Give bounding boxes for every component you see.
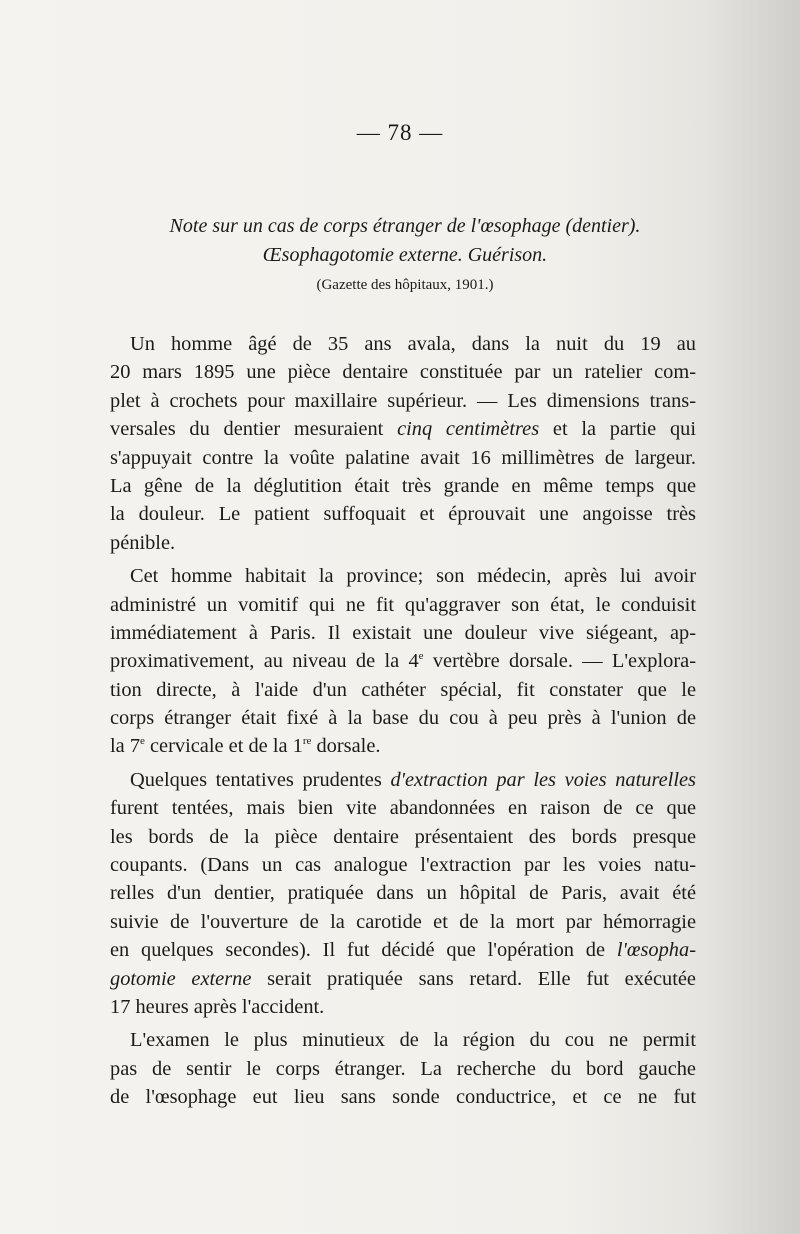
italic-emphasis: gotomie externe	[110, 967, 252, 990]
text-line: immédiatement à Paris. Il existait une douleur vive siégeant, ap-	[110, 621, 696, 644]
text-line: proximativement, au niveau de la 4e vertèbre dorsale. — L'explora-	[110, 650, 696, 673]
text-line: plet à crochets pour maxillaire supérieur. — Les dimensions trans-	[110, 389, 696, 412]
paragraph	[110, 330, 696, 557]
text-line: versales du dentier mesuraient cinq centimètres et la partie qui	[110, 418, 696, 441]
text-line: relles d'un dentier, pratiquée dans un hôpital de Paris, avait été	[110, 882, 696, 905]
text-line: s'appuyait contre la voûte palatine avait 16 millimètres de largeur.	[110, 446, 696, 469]
article-title-line-1: Note sur un cas de corps étranger de l'œsophage (dentier).	[169, 215, 641, 237]
italic-emphasis: cinq centimètres	[397, 418, 540, 441]
text-line: suivie de l'ouverture de la carotide et de la mort par hémorragie	[110, 910, 696, 933]
italic-emphasis: l'œsopha-	[616, 939, 696, 962]
text-line: L'examen le plus minutieux de la région du cou ne permit	[130, 1029, 696, 1052]
text-line: coupants. (Dans un cas analogue l'extraction par les voies natu-	[110, 854, 696, 877]
text-line: la 7e cervicale et de la 1re dorsale.	[110, 735, 381, 758]
paragraph	[110, 1026, 696, 1111]
text-line: furent tentées, mais bien vite abandonnées en raison de ce que	[110, 797, 696, 820]
text-line: la douleur. Le patient suffoquait et éprouvait une angoisse très	[110, 503, 696, 526]
article-title-line-2: Œsophagotomie externe. Guérison.	[262, 244, 548, 266]
text-line: pas de sentir le corps étranger. La recherche du bord gauche	[110, 1057, 696, 1080]
article-source: (Gazette des hôpitaux, 1901.)	[316, 277, 494, 293]
ordinal-superscript: re	[302, 735, 312, 748]
text-line: La gêne de la déglutition était très grande en même temps que	[110, 474, 696, 497]
italic-emphasis: d'extraction par les voies naturelles	[390, 768, 696, 791]
page-number: — 78 —	[356, 120, 444, 145]
text-line: tion directe, à l'aide d'un cathéter spécial, fit constater que le	[110, 678, 696, 701]
text-line: 20 mars 1895 une pièce dentaire constituée par un ratelier com-	[110, 361, 696, 384]
ordinal-superscript: e	[418, 650, 424, 663]
article-body	[110, 330, 696, 1112]
text-line: les bords de la pièce dentaire présentaient des bords presque	[110, 825, 696, 848]
text-line: de l'œsophage eut lieu sans sonde conductrice, et ce ne fut	[110, 1086, 696, 1109]
text-line: corps étranger était fixé à la base du cou à peu près à l'union de	[110, 707, 696, 730]
text-line: administré un vomitif qui ne fit qu'aggraver son état, le conduisit	[110, 593, 696, 616]
text-line: Quelques tentatives prudentes d'extraction par les voies naturelles	[130, 768, 696, 791]
ordinal-superscript: e	[140, 735, 145, 748]
text-line: 17 heures après l'accident.	[110, 995, 325, 1018]
text-line: gotomie externe serait pratiquée sans retard. Elle fut exécutée	[110, 967, 696, 990]
paragraph	[110, 766, 696, 1022]
text-line: pénible.	[110, 531, 176, 554]
text-line: en quelques secondes). Il fut décidé que l'opération de l'œsopha-	[110, 939, 696, 962]
text-line: Un homme âgé de 35 ans avala, dans la nuit du 19 au	[130, 333, 696, 355]
text-line: Cet homme habitait la province; son médecin, après lui avoir	[130, 565, 696, 588]
paragraph	[110, 562, 696, 761]
